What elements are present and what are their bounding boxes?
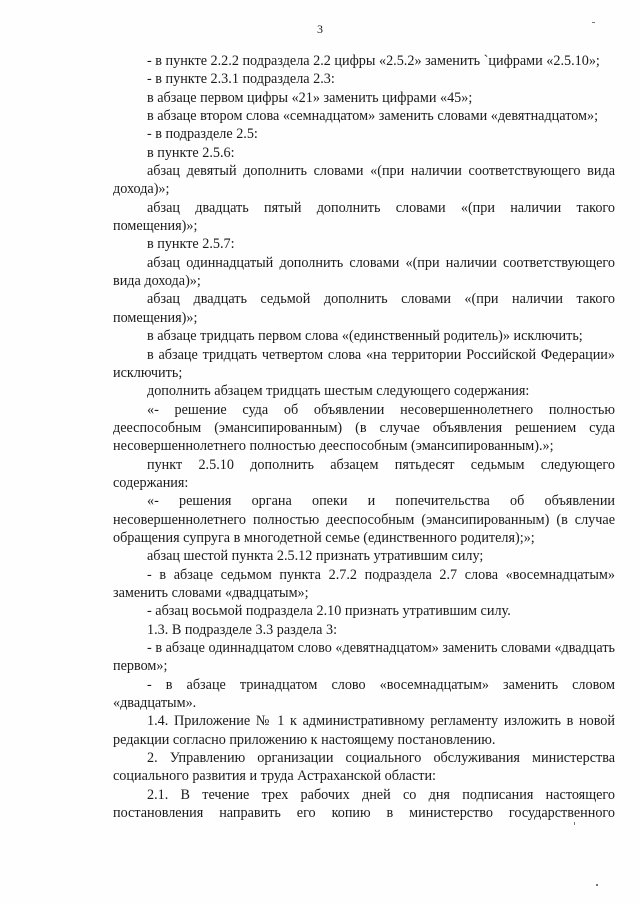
paragraph-26: 2.1. В течение трех рабочих дней со дня подписания настоящего постановления направить его копию в министерство государственного: [113, 786, 615, 822]
scan-speck: [596, 884, 598, 886]
paragraph-5: - в подразделе 2.5:: [147, 126, 258, 143]
paragraph-13: в абзаце тридцать четвертом слова «на территории Российской Федерации» исключить;: [113, 346, 615, 381]
paragraph-15: «- решение суда об объявлении несовершеннолетнего полностью дееспособным (эмансипированным) (в случае объявления решением суда несовершеннолетнего полностью дееспособным (эмансипированным).»;: [113, 401, 615, 455]
paragraph-1: - в пункте 2.2.2 подраздела 2.2 цифры «2.5.2» заменить `цифрами «2.5.10»;: [147, 53, 600, 69]
paragraph-22: - в абзаце одиннадцатом слово «девятнадцатом» заменить словами «двадцать первом»;: [113, 640, 615, 675]
paragraph-23: - в абзаце тринадцатом слово «восемнадцатым» заменить словом «двадцатым».: [113, 676, 615, 712]
scan-speck: [574, 822, 575, 825]
paragraph-9: в пункте 2.5.7:: [147, 236, 235, 253]
paragraph-16: пункт 2.5.10 дополнить абзацем пятьдесят седьмым следующего содержания:: [113, 456, 615, 491]
scan-speck: [592, 22, 595, 23]
paragraph-25: 2. Управлению организации социального обслуживания министерства социального развития и труда Астраханской области:: [113, 750, 615, 785]
paragraph-12: в абзаце тридцать первом слова «(единственный родитель)» исключить;: [147, 328, 583, 345]
paragraph-4: в абзаце втором слова «семнадцатом» заменить словами «девятнадцатом»;: [147, 108, 599, 125]
paragraph-21: 1.3. В подразделе 3.3 раздела 3:: [147, 621, 338, 638]
paragraph-6: в пункте 2.5.6:: [147, 144, 235, 161]
page-number: 3: [317, 22, 323, 36]
document-body: [113, 52, 615, 822]
paragraph-8: абзац двадцать пятый дополнить словами «(при наличии такого помещения)»;: [113, 199, 615, 235]
paragraph-11: абзац двадцать седьмой дополнить словами «(при наличии такого помещения)»;: [113, 291, 615, 326]
paragraph-18: абзац шестой пункта 2.5.12 признать утратившим силу;: [147, 548, 484, 565]
paragraph-14: дополнить абзацем тридцать шестым следующего содержания:: [147, 383, 530, 400]
paragraph-10: абзац одиннадцатый дополнить словами «(при наличии соответствующего вида дохода)»;: [113, 254, 615, 290]
paragraph-7: абзац девятый дополнить словами «(при наличии соответствующего вида дохода)»;: [113, 163, 615, 198]
paragraph-17: «- решения органа опеки и попечительства об объявлении несовершеннолетнего полностью дееспособным (эмансипированным) (в случае обращения супруга в многодетной семье (единственного родителя);»;: [113, 493, 615, 546]
paragraph-19: - в абзаце седьмом пункта 2.7.2 подраздела 2.7 слова «восемнадцатым» заменить словами «двадцатым»;: [113, 566, 615, 601]
paragraph-2: - в пункте 2.3.1 подраздела 2.3:: [147, 71, 335, 88]
paragraph-20: - абзац восьмой подраздела 2.10 признать утратившим силу.: [147, 603, 511, 620]
paragraph-3: в абзаце первом цифры «21» заменить цифрами «45»;: [147, 89, 473, 106]
paragraph-24: 1.4. Приложение № 1 к административному регламенту изложить в новой редакции согласно приложению к настоящему постановлению.: [113, 713, 615, 748]
